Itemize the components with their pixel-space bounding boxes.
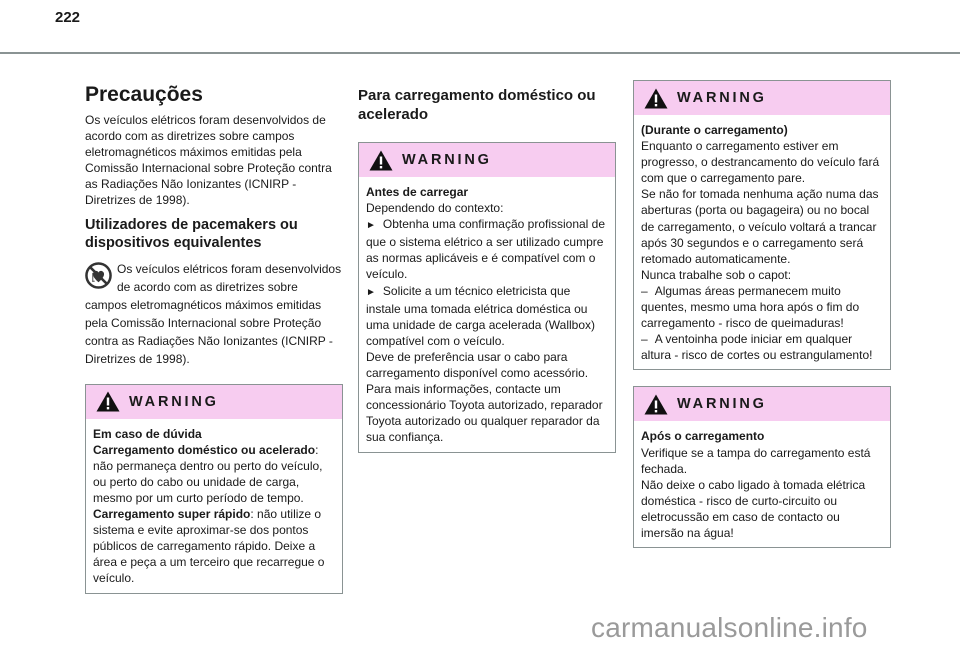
warning-heading: Antes de carregar [366, 185, 469, 199]
warning-label: WARNING [677, 90, 767, 106]
warning-header [359, 143, 615, 177]
column-during-after-charging [633, 80, 891, 548]
warning-box-during-charging [633, 80, 891, 370]
intro-paragraph: Os veículos elétricos foram desenvolvidos de acordo com as diretrizes sobre campos eletromagnéticos máximos emitidas pela Comissão Internacional sobre Proteção contra as Radiações Não Ionizantes (ICNIRP - Diretrizes de 1998). [85, 113, 332, 208]
dash-item [641, 283, 882, 331]
bullet-item [366, 216, 607, 282]
warning-paragraph: Deve de preferência usar o cabo para carregamento disponível como acessório. [366, 349, 589, 381]
warning-paragraph: Nunca trabalhe sob o capot: [641, 267, 792, 282]
bullet-arrow-icon: ► [366, 220, 376, 232]
bullet-text: Solicite a um técnico eletricista que instale uma tomada elétrica doméstica ou uma unidade de carga acelerada (Wallbox) compatível com o veículo. [366, 283, 596, 348]
item-text: : não utilize o sistema e evite aproximar-se dos pontos públicos de carregamento rápido. Deixe a área e peça a um terceiro que recarregue o veículo. [93, 507, 325, 586]
header-rule [0, 52, 960, 54]
section-title: Precauções [85, 83, 203, 106]
warning-label: WARNING [677, 396, 767, 413]
warning-heading: Após o carregamento [641, 429, 765, 444]
warning-label: WARNING [129, 393, 219, 410]
bullet-text: Obtenha uma confirmação profissional de que o sistema elétrico a ser utilizado cumpre as normas aplicáveis e é compatível com o veículo. [366, 217, 606, 282]
warning-body [634, 115, 890, 369]
column-home-charging [358, 86, 616, 453]
pacemaker-subtitle: Utilizadores de pacemakers ou dispositivos equivalentes [85, 216, 298, 251]
dash-icon: – [641, 332, 648, 347]
warning-item [93, 442, 334, 506]
bullet-item [366, 283, 607, 349]
warning-triangle-icon [644, 394, 668, 415]
warning-header [634, 387, 890, 421]
warning-triangle-icon [369, 150, 393, 171]
watermark-link[interactable]: carmanualsonline.info [591, 612, 868, 643]
warning-item [93, 506, 334, 586]
warning-box-after-charging [633, 386, 891, 548]
page-number: 222 [55, 9, 81, 26]
warning-paragraph: Enquanto o carregamento estiver em progresso, o destrancamento do veículo fará com que o carregamento pare. [641, 139, 880, 186]
dash-text: A ventoinha pode iniciar em qualquer altura - risco de cortes ou estrangulamento! [641, 332, 873, 363]
dash-icon: – [641, 283, 648, 298]
dash-item [641, 331, 882, 363]
warning-header [86, 385, 342, 419]
pacemaker-notice [85, 260, 343, 368]
item-label: Carregamento super rápido [93, 507, 251, 522]
warning-body [359, 177, 615, 452]
item-text: : não permaneça dentro ou perto do veículo, ou perto do cabo ou unidade de carga, mesmo por um curto período de tempo. [93, 442, 323, 505]
pacemaker-text: Os veículos elétricos foram desenvolvidos de acordo com as diretrizes sobre campos eletromagnéticos máximos emitidas pela Comissão Internacional sobre Proteção contra as Radiações Não Ionizantes (ICNIRP - Diretrizes de 1998). [85, 261, 342, 366]
warning-header [634, 81, 890, 115]
no-pacemaker-icon [85, 262, 112, 289]
section-subtitle: Para carregamento doméstico ou acelerado [358, 87, 596, 123]
warning-box-before-charging [358, 142, 616, 453]
warning-triangle-icon [644, 88, 668, 109]
warning-paragraph: Não deixe o cabo ligado à tomada elétrica doméstica - risco de curto-circuito ou eletrocussão em caso de contacto ou imersão na água! [641, 477, 866, 540]
item-label: Carregamento doméstico ou acelerado [93, 442, 316, 457]
warning-triangle-icon [96, 391, 120, 412]
column-precautions [85, 82, 343, 594]
dash-text: Algumas áreas permanecem muito quentes, mesmo uma hora após o fim do carregamento - risco de queimaduras! [641, 283, 860, 331]
warning-paragraph: Para mais informações, contacte um concessionário Toyota autorizado, reparador Toyota autorizado ou qualquer reparador da sua confiança. [366, 382, 603, 445]
warning-lead: Dependendo do contexto: [366, 201, 504, 216]
warning-body [634, 421, 890, 547]
warning-paragraph: Se não for tomada nenhuma ação numa das aberturas (porta ou bagageira) ou no bocal de carregamento, o veículo voltará a trancar após 30 segundos e o carregamento será retomado automaticamente. [641, 187, 879, 266]
warning-heading: (Durante o carregamento) [641, 123, 788, 137]
warning-paragraph: Verifique se a tampa do carregamento está fechada. [641, 445, 871, 476]
warning-box-doubt [85, 384, 343, 594]
warning-body [86, 419, 342, 593]
warning-heading: Em caso de dúvida [93, 426, 202, 441]
bullet-arrow-icon: ► [366, 286, 376, 298]
warning-label: WARNING [402, 152, 492, 168]
